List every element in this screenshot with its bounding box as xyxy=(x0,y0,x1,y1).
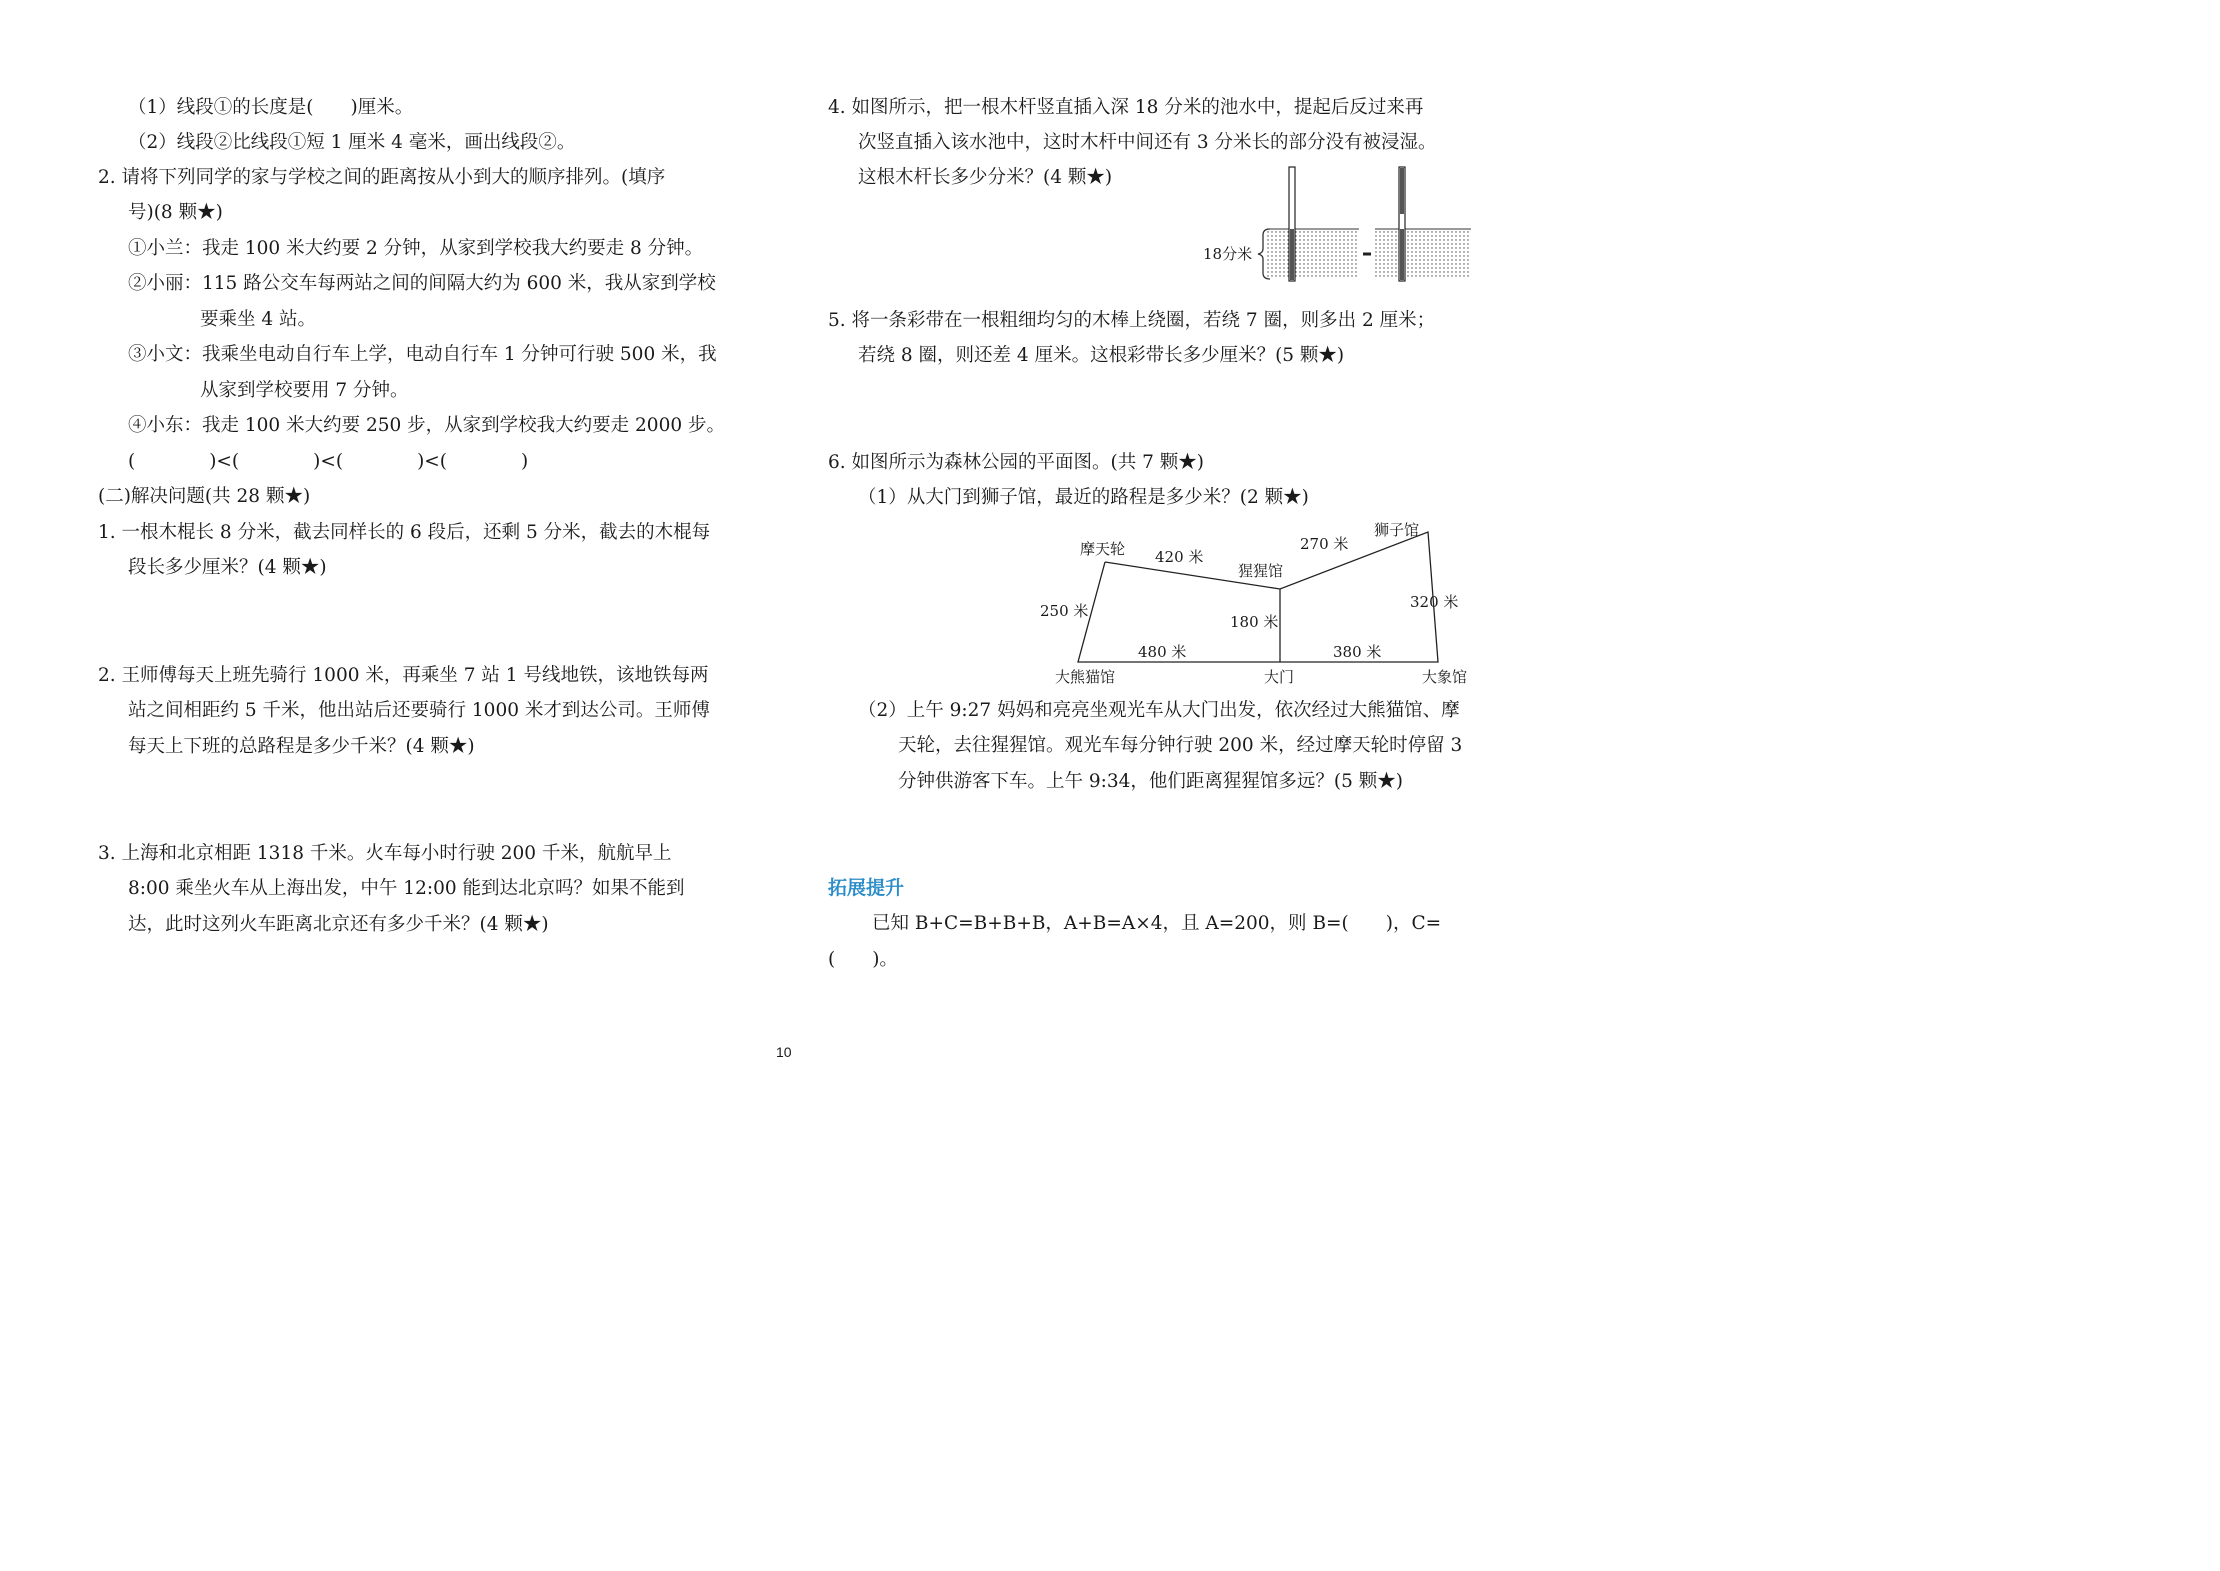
dist-ferris-orangutan: 420 米 xyxy=(1155,548,1204,566)
q2-item-3: ③小文：我乘坐电动自行车上学，电动自行车 1 分钟可行驶 500 米，我 xyxy=(128,344,717,365)
problem-6-part2-cont2: 分钟供游客下车。上午 9:34，他们距离猩猩馆多远？(5 颗★) xyxy=(898,771,1404,792)
problem-2-cont1: 站之间相距约 5 千米，他出站后还要骑行 1000 米才到达公司。王师傅 xyxy=(128,700,710,721)
problem-2: 2. 王师傅每天上班先骑行 1000 米，再乘坐 7 站 1 号线地铁，该地铁每两 xyxy=(98,665,709,686)
q2-answer-blanks: ( )<( )<( )<( ) xyxy=(128,451,529,472)
problem-4-cont1: 次竖直插入该水池中，这时木杆中间还有 3 分米长的部分没有被浸湿。 xyxy=(858,132,1437,153)
problem-4-cont2: 这根木杆长多少分米？(4 颗★) xyxy=(858,167,1113,188)
depth-label: 18分米 xyxy=(1203,245,1253,263)
problem-3: 3. 上海和北京相距 1318 千米。火车每小时行驶 200 千米，航航早上 xyxy=(98,843,672,864)
dist-orangutan-lion: 270 米 xyxy=(1300,535,1349,553)
label-gate: 大门 xyxy=(1264,668,1295,686)
page-number: 10 xyxy=(776,1044,792,1060)
q1-part2: （2）线段②比线段①短 1 厘米 4 毫米，画出线段②。 xyxy=(128,132,576,153)
extension-problem: 已知 B+C=B+B+B，A+B=A×4，且 A=200，则 B=( )，C= xyxy=(872,913,1442,934)
label-orangutan: 猩猩馆 xyxy=(1238,562,1284,580)
section-solve-problems: (二)解决问题(共 28 颗★) xyxy=(98,486,311,507)
pole-figure xyxy=(1195,163,1495,287)
q2-prompt: 2. 请将下列同学的家与学校之间的距离按从小到大的顺序排列。(填序 xyxy=(98,167,666,188)
extension-problem-cont: ( )。 xyxy=(828,949,898,970)
problem-6: 6. 如图所示为森林公园的平面图。(共 7 颗★) xyxy=(828,452,1204,473)
dist-gate-elephant: 380 米 xyxy=(1333,643,1382,661)
label-panda: 大熊猫馆 xyxy=(1055,668,1116,686)
problem-1-cont: 段长多少厘米？(4 颗★) xyxy=(128,557,327,578)
label-ferris-wheel: 摩天轮 xyxy=(1080,540,1126,558)
pole-left-wet-part xyxy=(1290,229,1294,280)
q2-item-3-cont: 从家到学校要用 7 分钟。 xyxy=(200,380,409,401)
problem-3-cont2: 达，此时这列火车距离北京还有多少千米？(4 颗★) xyxy=(128,914,549,935)
problem-5-cont: 若绕 8 圈，则还差 4 厘米。这根彩带长多少厘米？(5 颗★) xyxy=(858,345,1345,366)
problem-3-cont1: 8:00 乘坐火车从上海出发，中午 12:00 能到达北京吗？如果不能到 xyxy=(128,878,685,899)
q1-part1: （1）线段①的长度是( )厘米。 xyxy=(128,97,414,118)
problem-2-cont2: 每天上下班的总路程是多少千米？(4 颗★) xyxy=(128,736,475,757)
problem-6-part2-cont1: 天轮，去往猩猩馆。观光车每分钟行驶 200 米，经过摩天轮时停留 3 xyxy=(898,735,1463,756)
dist-gate-orangutan: 180 米 xyxy=(1230,613,1279,631)
label-lion: 狮子馆 xyxy=(1374,521,1420,539)
pole-right-wet-bottom xyxy=(1400,229,1404,280)
q2-item-1: ①小兰：我走 100 米大约要 2 分钟，从家到学校我大约要走 8 分钟。 xyxy=(128,238,704,259)
q2-item-4: ④小东：我走 100 米大约要 250 步，从家到学校我大约要走 2000 步。 xyxy=(128,415,725,436)
pole-right-wet-top xyxy=(1400,168,1404,214)
label-elephant: 大象馆 xyxy=(1422,668,1468,686)
pool-left xyxy=(1267,229,1359,279)
problem-6-part1: （1）从大门到狮子馆，最近的路程是多少米？(2 颗★) xyxy=(858,487,1309,508)
problem-6-part2: （2）上午 9:27 妈妈和亮亮坐观光车从大门出发，依次经过大熊猫馆、摩 xyxy=(858,700,1460,721)
problem-5: 5. 将一条彩带在一根粗细均匀的木棒上绕圈，若绕 7 圈，则多出 2 厘米； xyxy=(828,310,1436,331)
q2-item-2: ②小丽：115 路公交车每两站之间的间隔大约为 600 米，我从家到学校 xyxy=(128,273,716,294)
dist-lion-elephant: 320 米 xyxy=(1410,593,1459,611)
dist-panda-ferris: 250 米 xyxy=(1040,602,1089,620)
park-map xyxy=(1030,512,1490,692)
q2-item-2-cont: 要乘坐 4 站。 xyxy=(200,309,317,330)
dist-panda-gate: 480 米 xyxy=(1138,643,1187,661)
problem-4: 4. 如图所示，把一根木杆竖直插入深 18 分米的池水中，提起后反过来再 xyxy=(828,97,1424,118)
problem-1: 1. 一根木棍长 8 分米，截去同样长的 6 段后，还剩 5 分米，截去的木棍每 xyxy=(98,522,711,543)
extension-heading: 拓展提升 xyxy=(828,877,905,899)
q2-prompt-cont: 号)(8 颗★) xyxy=(128,202,223,223)
pool-right xyxy=(1375,229,1471,279)
park-outline xyxy=(1078,532,1438,662)
